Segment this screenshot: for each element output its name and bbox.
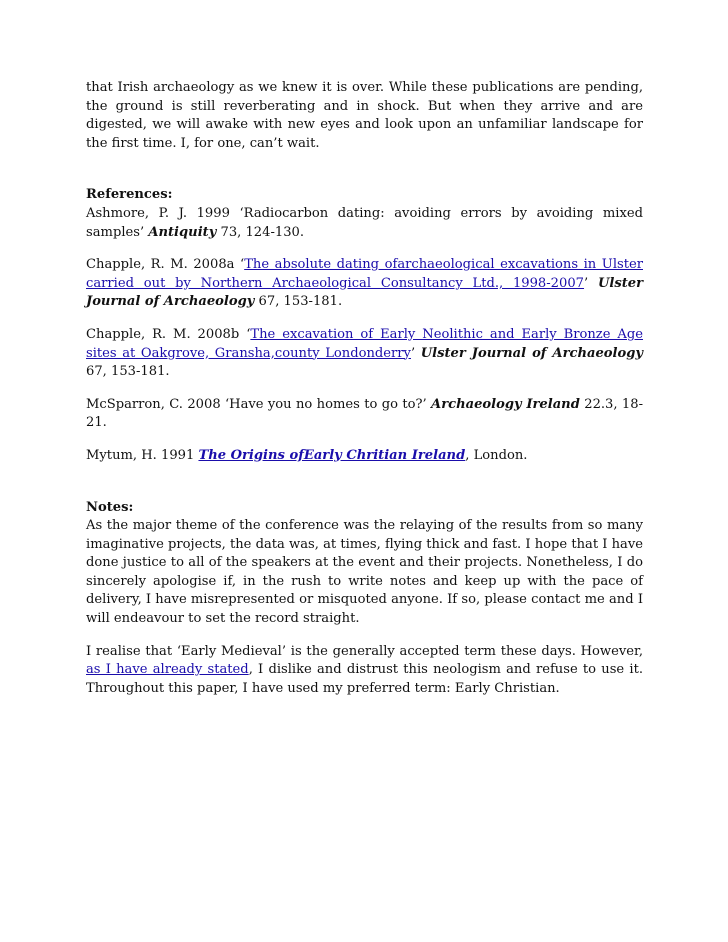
journal-title: Antiquity xyxy=(148,224,217,240)
reference-chapple-2008b xyxy=(86,326,643,382)
reference-text: 67, 153-181. xyxy=(86,364,170,380)
reference-link-chapple-2008a[interactable]: The absolute dating ofarchaeological excavations in Ulster carried out by Northern Archaeological Consultancy Ltd., 1998-2007 xyxy=(86,257,643,291)
reference-text: Mytum, H. 1991 xyxy=(86,447,199,463)
reference-text: Chapple, R. M. 2008b ‘ xyxy=(86,326,251,342)
reference-text: 73, 124-130. xyxy=(216,224,305,240)
reference-mytum-1991 xyxy=(86,447,643,466)
reference-text: 67, 153-181. xyxy=(254,294,343,310)
reference-link-chapple-2008b[interactable]: The excavation of Early Neolithic and Early Bronze Age sites at Oakgrove, Gransha,county Londonderry xyxy=(86,326,643,361)
journal-title: Archaeology Ireland xyxy=(431,396,580,412)
notes-paragraph-2 xyxy=(86,643,643,699)
reference-text: Chapple, R. M. 2008a ‘ xyxy=(86,257,245,273)
reference-text: Ashmore, P. J. 1999 ‘Radiocarbon dating: avoiding errors by avoiding mixed samples’ xyxy=(86,205,643,240)
reference-text: ’ xyxy=(410,345,421,361)
notes-paragraph-1 xyxy=(86,499,643,629)
as-i-have-already-stated-link[interactable]: as I have already stated xyxy=(86,662,249,678)
notes-text: I realise that ‘Early Medieval’ is the generally accepted term these days. However, xyxy=(86,643,643,659)
reference-text: , London. xyxy=(465,447,528,463)
notes-text: , I dislike and distrust this neologism and refuse to use it. Throughout this paper, I have used my preferred term: Early Christian. xyxy=(86,662,643,696)
reference-text: 22.3, 18-21. xyxy=(86,396,643,431)
reference-ashmore-1999 xyxy=(86,186,643,242)
notes-heading: Notes: xyxy=(86,499,134,515)
journal-title: Ulster Journal of Archaeology xyxy=(86,275,643,310)
reference-chapple-2008a xyxy=(86,256,643,312)
document-page xyxy=(86,79,643,698)
reference-text: McSparron, C. 2008 ‘Have you no homes to go to?’ xyxy=(86,396,432,412)
reference-link-mytum-1991[interactable]: The Origins ofEarly Chritian Ireland xyxy=(198,447,466,463)
notes-text: As the major theme of the conference was the relaying of the results from so many imaginative projects, the data was, at times, flying thick and fast. I hope that I have done justice to all of the speakers at the event and their projects. Nonetheless, I do sincerely apologise if, in the rush to write notes and keep up with the pace of delivery, I have misrepresented or misquoted anyone. If so, please contact me and I will endeavour to set the record straight. xyxy=(86,518,643,627)
reference-mcsparron-2008 xyxy=(86,396,643,433)
intro-paragraph: that Irish archaeology as we knew it is over. While these publications are pending, the ground is still reverberating and in shock. But when they arrive and are digested, we will awake with new eyes and look upon an unfamiliar landscape for the first time. I, for one, can’t wait. xyxy=(86,80,643,151)
references-heading: References: xyxy=(86,187,173,203)
reference-text: ’ xyxy=(584,275,598,291)
journal-title: Ulster Journal of Archaeology xyxy=(420,345,644,361)
